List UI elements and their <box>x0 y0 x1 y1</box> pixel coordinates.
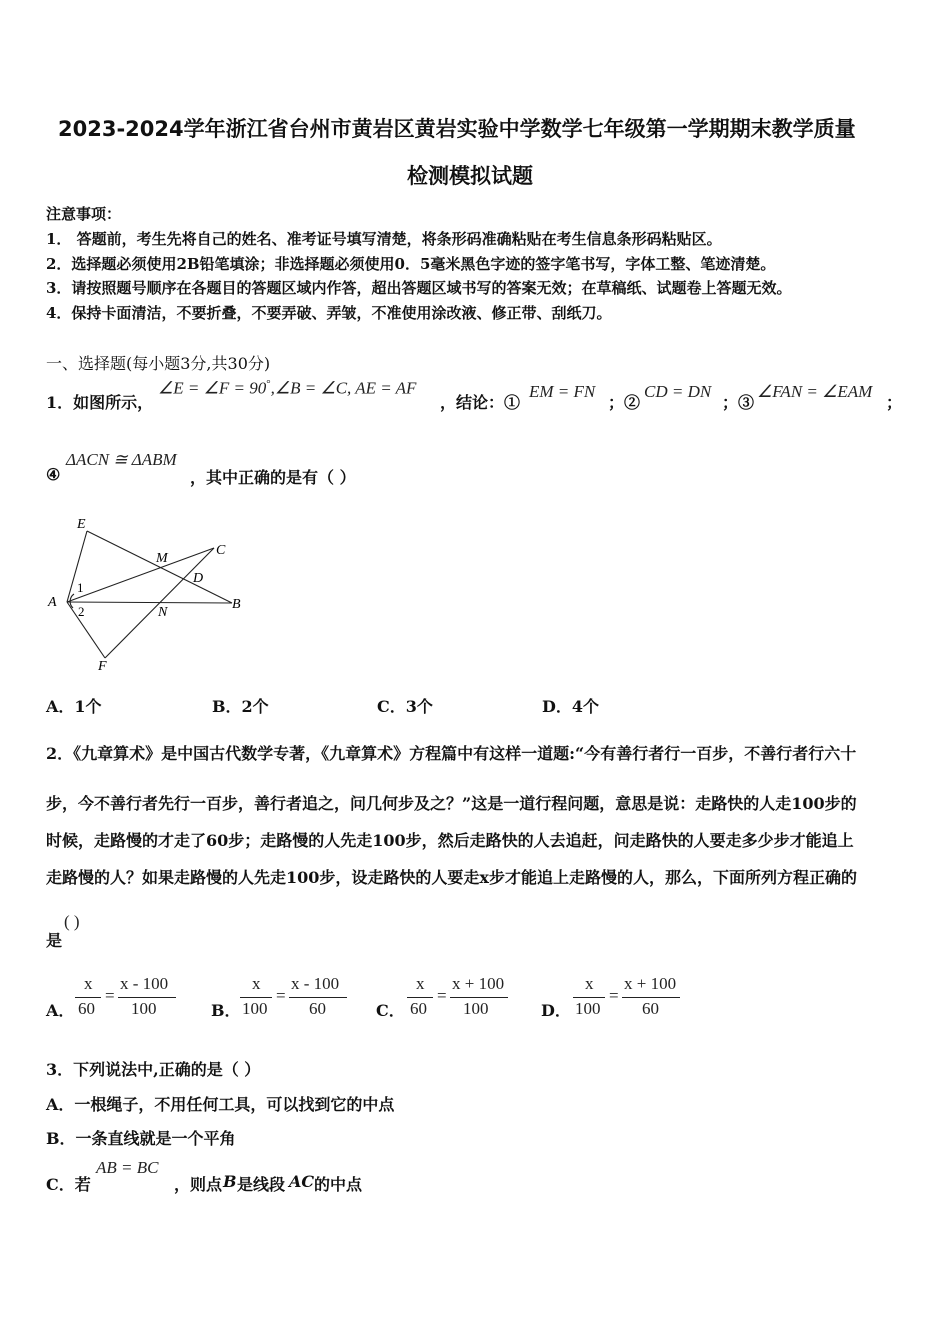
option-text: ，则点 <box>174 1175 223 1194</box>
point-label-B: B <box>232 597 241 612</box>
q2-answer-paren: ( ) <box>64 912 80 931</box>
point-label-M: M <box>156 551 168 566</box>
equals-sign: = <box>437 986 447 1005</box>
notice-item: 1． 答题前，考生先将自己的姓名、准考证号填写清楚，将条形码准确粘贴在考生信息条形码粘贴区。 <box>46 230 722 248</box>
fraction-bar <box>622 997 680 998</box>
segment-AC <box>67 548 214 602</box>
q1-sep: ；② <box>608 393 641 412</box>
q1-tail: ，其中正确的是有（ ） <box>190 468 356 487</box>
option-label: C． <box>376 1001 405 1020</box>
right-denominator: 60 <box>642 999 659 1018</box>
fraction-bar <box>240 997 272 998</box>
section-heading: 一、选择题(每小题3分,共30分) <box>46 354 271 373</box>
point-label-C: C <box>216 543 226 558</box>
left-denominator: 60 <box>78 999 95 1018</box>
right-denominator: 100 <box>131 999 157 1018</box>
left-numerator: x <box>585 974 594 993</box>
q1-conclusion-1: EM = FN <box>529 382 596 401</box>
q1-prefix: 1．如图所示， <box>46 393 154 412</box>
q2-line: 步，今不善行者先行一百步，善行者追之，问几何步及之？”这是一道行程问题，意思是说：走路快的人走100步的 <box>46 794 857 813</box>
q2-last-word: 是 <box>46 931 63 950</box>
left-numerator: x <box>252 974 261 993</box>
q3-option-B[interactable]: B．一条直线就是一个平角 <box>46 1129 236 1148</box>
option-label: C．若 <box>46 1175 91 1194</box>
q1-conclusion-2: CD = DN <box>644 382 712 401</box>
page-title-line1: 2023-2024学年浙江省台州市黄岩区黄岩实验中学数学七年级第一学期期末教学质量 <box>58 117 856 141</box>
point-label-A: A <box>48 595 57 610</box>
q1-conclusion-4: ΔACN ≅ ΔABM <box>66 450 177 469</box>
fraction-bar <box>75 997 101 998</box>
q3-option-C[interactable] <box>46 1158 646 1198</box>
q3-condition: AB = BC <box>96 1158 159 1177</box>
angle-label-2: 2 <box>78 604 85 619</box>
q2-line: 2．《九章算术》是中国古代数学专著，《九章算术》方程篇中有这样一道题:“今有善行者行一百步，不善行者行六十 <box>46 744 857 763</box>
left-denominator: 100 <box>242 999 268 1018</box>
right-denominator: 100 <box>463 999 489 1018</box>
segment-name: AC <box>289 1172 315 1191</box>
left-numerator: x <box>416 974 425 993</box>
point-label-E: E <box>77 517 86 532</box>
q3-option-A[interactable]: A．一根绳子，不用任何工具，可以找到它的中点 <box>46 1095 395 1114</box>
q1-conclusion-4-marker: ④ <box>46 465 61 484</box>
page-title-line2: 检测模拟试题 <box>407 164 533 188</box>
segment-AF <box>67 602 105 658</box>
notice-item: 2．选择题必须使用2B铅笔填涂；非选择题必须使用0．5毫米黑色字迹的签字笔书写，字体工整、笔迹清楚。 <box>46 255 776 273</box>
right-numerator: x + 100 <box>624 974 677 993</box>
segment-AB <box>67 602 232 603</box>
point-label-F: F <box>98 659 107 674</box>
point-label-D: D <box>193 571 204 586</box>
notice-item: 3．请按照题号顺序在各题目的答题区域内作答，超出答题区域书写的答案无效；在草稿纸、试题卷上答题无效。 <box>46 279 792 297</box>
left-numerator: x <box>84 974 93 993</box>
right-denominator: 60 <box>309 999 326 1018</box>
q1-condition-angles: ∠E = ∠F = 90°,∠B = ∠C, AE = AF <box>158 378 417 398</box>
q3-stem: 3．下列说法中,正确的是（ ） <box>46 1060 261 1079</box>
q1-option-A[interactable]: A．1个 <box>46 697 102 716</box>
right-numerator: x + 100 <box>452 974 505 993</box>
q2-line: 走路慢的人？如果走路慢的人先走100步，设走路快的人要走x步才能追上走路慢的人，那么，下面所列方程正确的 <box>46 868 857 887</box>
fraction-bar <box>407 997 433 998</box>
right-numerator: x - 100 <box>120 974 169 993</box>
right-numerator: x - 100 <box>291 974 340 993</box>
fraction-bar <box>450 997 508 998</box>
q1-option-C[interactable]: C．3个 <box>377 697 433 716</box>
notice-item: 4．保持卡面清洁，不要折叠，不要弄破、弄皱，不准使用涂改液、修正带、刮纸刀。 <box>46 304 612 322</box>
q1-geometry-figure <box>40 510 260 675</box>
option-text: 是线段 <box>237 1175 286 1194</box>
fraction-bar <box>118 997 176 998</box>
q2-line: 时候，走路慢的才走了60步；走路慢的人先走100步，然后走路快的人去追赶，问走路快的人要走多少步才能追上 <box>46 831 854 850</box>
q1-conclusion-label: ，结论：① <box>440 393 521 412</box>
q1-option-D[interactable]: D．4个 <box>542 697 600 716</box>
q1-sep: ；③ <box>722 393 755 412</box>
q1-conclusion-3: ∠FAN = ∠EAM <box>757 382 873 401</box>
left-denominator: 60 <box>410 999 427 1018</box>
equals-sign: = <box>105 986 115 1005</box>
q1-option-B[interactable]: B．2个 <box>212 697 269 716</box>
option-text: 的中点 <box>314 1175 363 1194</box>
segment-EB <box>87 531 232 603</box>
equals-sign: = <box>609 986 619 1005</box>
point-label-N: N <box>158 605 168 620</box>
notice-heading: 注意事项： <box>46 205 122 223</box>
left-denominator: 100 <box>575 999 601 1018</box>
q1-sep: ； <box>886 393 903 412</box>
point-name: B <box>223 1172 237 1191</box>
option-label: A． <box>46 1001 75 1020</box>
option-label: B． <box>211 1001 241 1020</box>
fraction-bar <box>573 997 605 998</box>
angle-label-1: 1 <box>77 580 84 595</box>
equals-sign: = <box>276 986 286 1005</box>
option-label: D． <box>541 1001 571 1020</box>
fraction-bar <box>289 997 347 998</box>
